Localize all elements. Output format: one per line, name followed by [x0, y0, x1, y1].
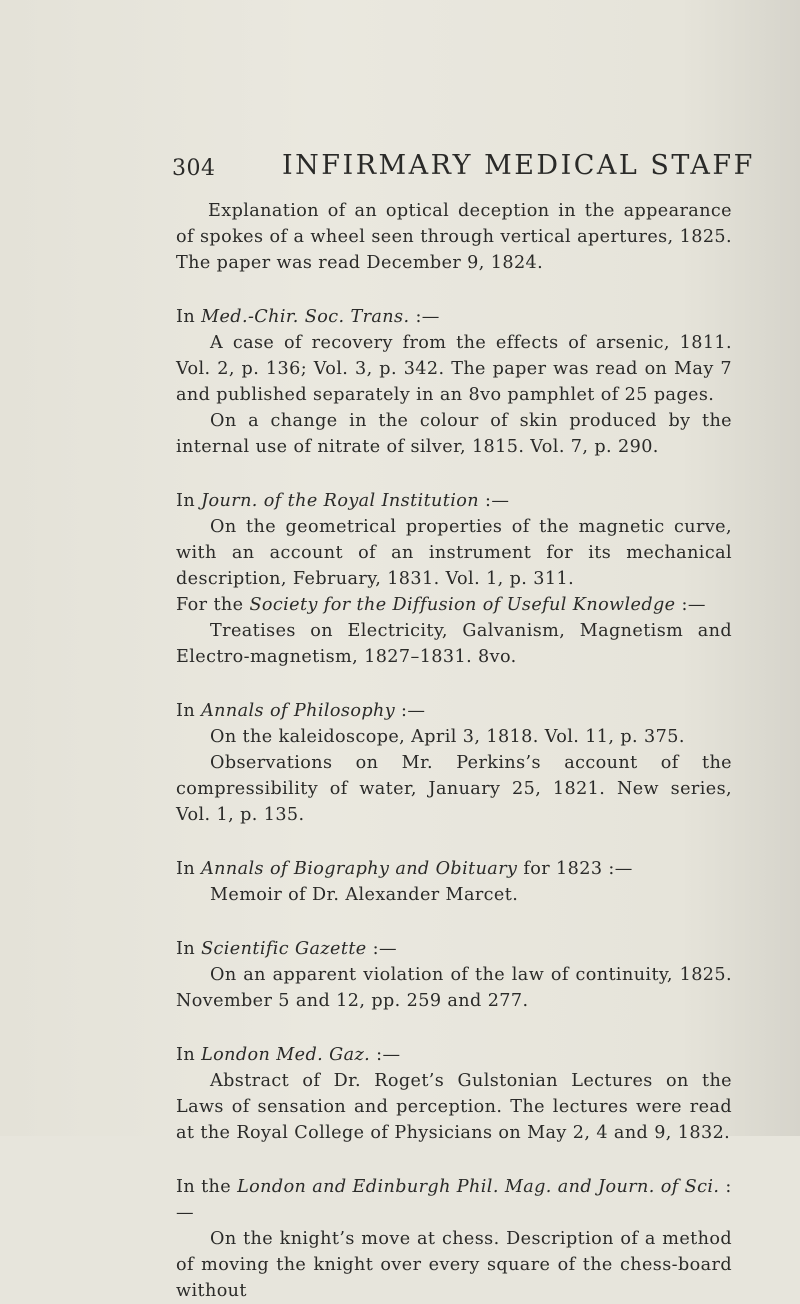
paragraph: On an apparent violation of the law of continuity, 1825. November 5 and 12, pp. 259 and 277. [176, 965, 732, 1011]
section-heading: In the London and Edinburgh Phil. Mag. and Journ. of Sci. :— [176, 1177, 732, 1223]
paragraph: On the geometrical properties of the magnetic curve, with an account of an instrument for its mechanical description, February, 1831. Vol. 1, p. 311. [176, 517, 732, 589]
paragraph: Observations on Mr. Perkins’s account of the compressibility of water, January 25, 1821. New series, Vol. 1, p. 135. [176, 753, 732, 825]
journal-title: Annals of Philosophy [201, 701, 396, 721]
journal-title: Annals of Biography and Obituary [201, 859, 518, 879]
section-heading: In Med.-Chir. Soc. Trans. :— [176, 307, 440, 327]
paragraph: On the knight’s move at chess. Description of a method of moving the knight over every square of the chess-board without [176, 1229, 732, 1301]
journal-title: London and Edinburgh Phil. Mag. and Journ. of Sci. [237, 1177, 720, 1197]
running-title: INFIRMARY MEDICAL STAFF [282, 150, 755, 181]
body-text [176, 198, 732, 1304]
paragraph: On a change in the colour of skin produced by the internal use of nitrate of silver, 1815. Vol. 7, p. 290. [176, 411, 732, 457]
page-number: 304 [172, 156, 216, 181]
journal-title: Journ. of the Royal Institution [201, 491, 479, 511]
paragraph: Memoir of Dr. Alexander Marcet. [210, 885, 519, 905]
section-heading: In Annals of Philosophy :— [176, 701, 426, 721]
journal-title: Scientific Gazette [201, 939, 367, 959]
journal-title: Med.-Chir. Soc. Trans. [201, 307, 410, 327]
section-heading: In Journ. of the Royal Institution :— [176, 491, 510, 511]
paragraph: On the kaleidoscope, April 3, 1818. Vol. 11, p. 375. [210, 727, 685, 747]
section-heading: In London Med. Gaz. :— [176, 1045, 401, 1065]
paragraph: Abstract of Dr. Roget’s Gulstonian Lectures on the Laws of sensation and perception. The lectures were read at the Royal College of Physicians on May 2, 4 and 9, 1832. [176, 1071, 732, 1143]
section-heading: For the Society for the Diffusion of Useful Knowledge :— [176, 595, 706, 615]
section-heading: In Annals of Biography and Obituary for 1823 :— [176, 859, 633, 879]
section-heading: In Scientific Gazette :— [176, 939, 397, 959]
page-header [172, 150, 755, 190]
paragraph: Treatises on Electricity, Galvanism, Magnetism and Electro-magnetism, 1827–1831. 8vo. [176, 621, 732, 667]
paragraph: A case of recovery from the effects of arsenic, 1811. Vol. 2, p. 136; Vol. 3, p. 342. The paper was read on May 7 and published separately in an 8vo pamphlet of 25 pages. [176, 333, 732, 405]
society-title: Society for the Diffusion of Useful Knowledge [249, 595, 676, 615]
paragraph: Explanation of an optical deception in the appearance of spokes of a wheel seen through vertical apertures, 1825. The paper was read December 9, 1824. [176, 201, 732, 273]
journal-title: London Med. Gaz. [201, 1045, 371, 1065]
